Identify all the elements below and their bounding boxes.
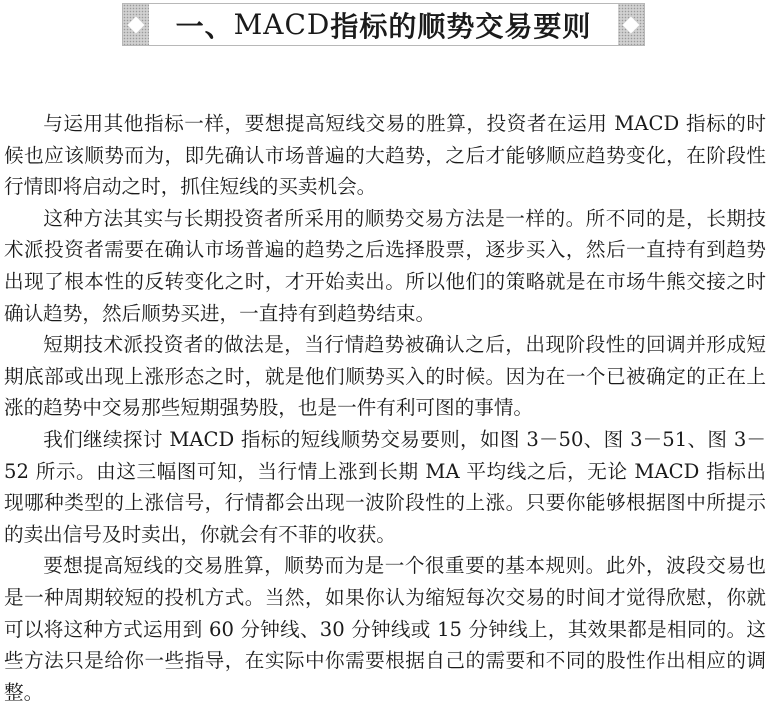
section-title <box>149 4 618 45</box>
diamond-icon <box>128 16 145 33</box>
section-title-suffix: 指标的顺势交易要则 <box>330 9 592 43</box>
paragraph-5: 要想提高短线的交易胜算，顺势而为是一个很重要的基本规则。此外，波段交易也是一种周期较短的投机方式。当然，如果你认为缩短每次交易的时间才觉得欣慰，你就可以将这种方式运用到 60 分钟线、30 分钟线或 15 分钟线上，其效果都是相同的。这些方法只是给你一些指导，在实际中你需要根据自己的需要和不同的股性作出相应的调整。 <box>4 554 766 704</box>
header-ornament-right <box>618 4 644 45</box>
section-title-latin: MACD <box>233 8 331 41</box>
section-title-prefix: 一、 <box>175 9 234 43</box>
body-text <box>4 108 766 708</box>
section-header <box>122 3 645 46</box>
paragraph-4: 我们继续探讨 MACD 指标的短线顺势交易要则，如图 3－50、图 3－51、图 3－52 所示。由这三幅图可知，当行情上涨到长期 MA 平均线之后，无论 MACD 指标出现哪种类型的上涨信号，行情都会出现一波阶段性的上涨。只要你能够根据图中所提示的卖出信号及时卖出，你就会有不菲的收获。 <box>4 427 766 546</box>
paragraph-1: 与运用其他指标一样，要想提高短线交易的胜算，投资者在运用 MACD 指标的时候也应该顺势而为，即先确认市场普遍的大趋势，之后才能够顺应趋势变化，在阶段性行情即将启动之时，抓住短线的买卖机会。 <box>4 112 766 199</box>
paragraph-3: 短期技术派投资者的做法是，当行情趋势被确认之后，出现阶段性的回调并形成短期底部或出现上涨形态之时，就是他们顺势买入的时候。因为在一个已被确定的正在上涨的趋势中交易那些短期强势股，也是一件有利可图的事情。 <box>4 333 766 420</box>
paragraph-2: 这种方法其实与长期投资者所采用的顺势交易方法是一样的。所不同的是，长期技术派投资者需要在确认市场普遍的趋势之后选择股票，逐步买入，然后一直持有到趋势出现了根本性的反转变化之时，才开始卖出。所以他们的策略就是在市场牛熊交接之时确认趋势，然后顺势买进，一直持有到趋势结束。 <box>4 206 766 325</box>
diamond-icon <box>623 16 640 33</box>
header-ornament-left <box>123 4 149 45</box>
